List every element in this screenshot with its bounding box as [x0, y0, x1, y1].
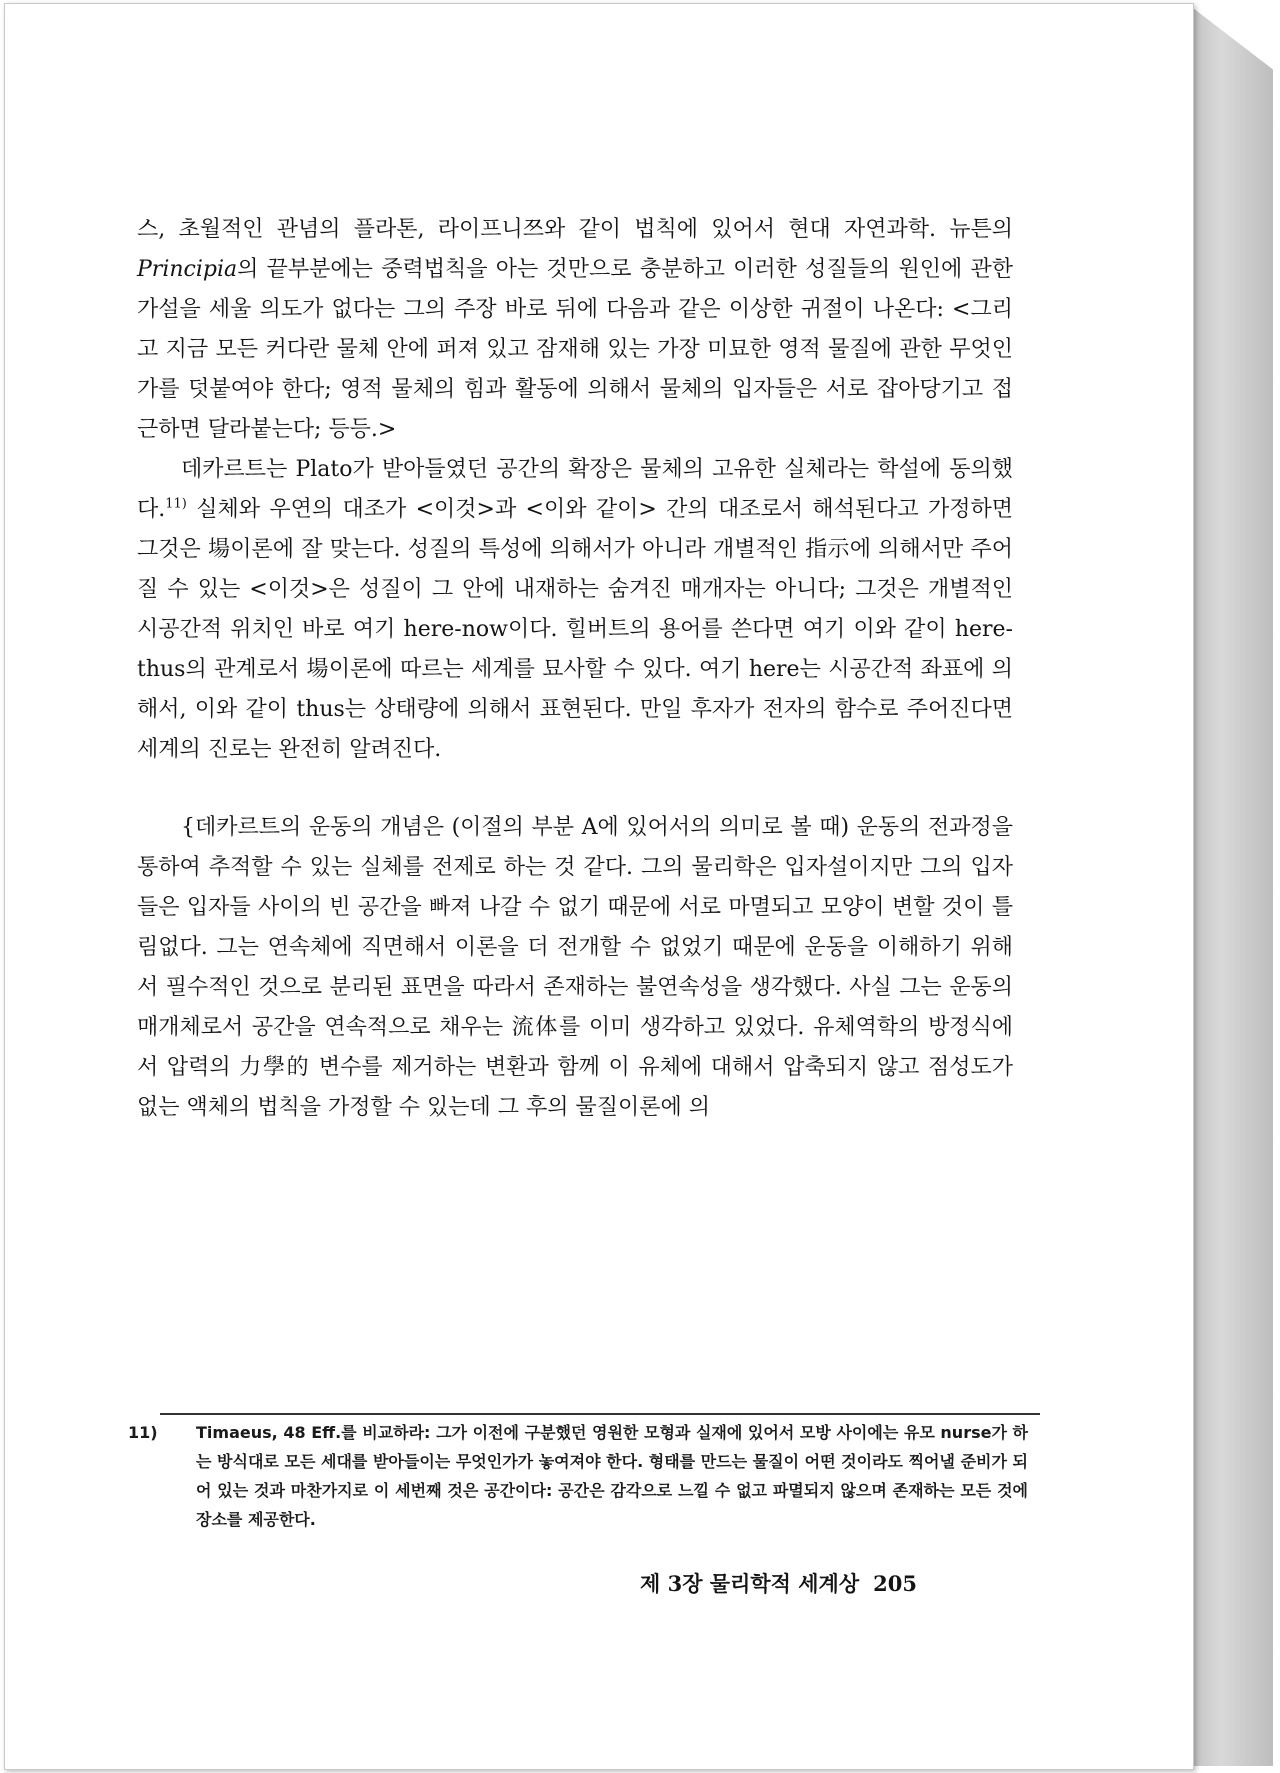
paragraph-2: 데카르트는 Plato가 받아들였던 공간의 확장은 물체의 고유한 실체라는 학설에 동의했다.$^{11)}$ 실체와 우연의 대조가 <이것>과 <이와 같이> 간의 대조로서 해석된다고 가정하면 그것은 場이론에 잘 맞는다. 성질의 특성에 의해서가 아니라 개별적인 指示에 의해서만 주어질 수 있는 <이것>은 성질이 그 안에 내재하는 숨겨진 매개자는 아니다; 그것은 개별적인 시공간적 위치인 바로 여기 here-now이다. 힐버트의 용어를 쓴다면 여기 이와 같이 here-thus의 관계로서 場이론에 따르는 세계를 묘사할 수 있다. 여기 here는 시공간적 좌표에 의해서, 이와 같이 thus는 상태량에 의해서 표현된다. 만일 후자가 전자의 함수로 주어진다면 세계의 진로는 완전히 알려진다. [137, 457, 1013, 762]
page-edge-shadow [1193, 8, 1273, 1766]
main-text [137, 210, 1013, 1128]
footnote-mark: 11) [128, 1423, 158, 1442]
page-number: 205 [873, 1571, 917, 1596]
footnote-text: Timaeus, 48 Eff.를 비교하라: 그가 이전에 구분했던 영원한 모형과 실재에 있어서 모방 사이에는 유모 nurse가 하는 방식대로 모든 세대를 받아들이는 무엇인가가 놓여져야 한다. 형태를 만드는 물질이 어떤 것이라도 찍어낼 준비가 되어 있는 것과 마찬가지로 이 세번째 것은 공간이다: 공간은 감각으로 느낄 수 없고 파멸되지 않으며 존재하는 모든 것에 장소를 제공한다. [196, 1423, 1028, 1529]
chapter-title: 제 3장 물리학적 세계상 [640, 1571, 860, 1596]
paragraph-3: {데카르트의 운동의 개념은 (이절의 부분 A에 있어서의 의미로 볼 때) 운동의 전과정을 통하여 추적할 수 있는 실체를 전제로 하는 것 같다. 그의 물리학은 입자설이지만 그의 입자들은 입자들 사이의 빈 공간을 빠져 나갈 수 없기 때문에 서로 마멸되고 모양이 변할 것이 틀림없다. 그는 연속체에 직면해서 이론을 더 전개할 수 없었기 때문에 운동을 이해하기 위해서 필수적인 것으로 분리된 표면을 따라서 존재하는 불연속성을 생각했다. 사실 그는 운동의 매개체로서 공간을 연속적으로 채우는 流体를 이미 생각하고 있었다. 유체역학의 방정식에서 압력의 力學的 변수를 제거하는 변환과 함께 이 유체에 대해서 압축되지 않고 점성도가 없는 액체의 법칙을 가정할 수 있는데 그 후의 물질이론에 의 [137, 815, 1013, 1120]
footnote [128, 1418, 1028, 1534]
footnote-reference[interactable]: 11) [165, 496, 187, 512]
footnote-rule [160, 1413, 1040, 1415]
running-footer [640, 1568, 1000, 1598]
principia-title: Principia [137, 257, 238, 282]
paragraph-1: 스, 초월적인 관념의 플라톤, 라이프니쯔와 같이 법칙에 있어서 현대 자연과학. 뉴튼의 Principia의 끝부분에는 중력법칙을 아는 것만으로 충분하고 이러한 성질들의 원인에 관한 가설을 세울 의도가 없다는 그의 주장 바로 뒤에 다음과 같은 이상한 귀절이 나온다: <그리고 지금 모든 커다란 물체 안에 퍼져 있고 잠재해 있는 가장 미묘한 영적 물질에 관한 무엇인가를 덧붙여야 한다; 영적 물체의 힘과 활동에 의해서 물체의 입자들은 서로 잡아당기고 접근하면 달라붙는다; 등등.> [137, 217, 1013, 442]
